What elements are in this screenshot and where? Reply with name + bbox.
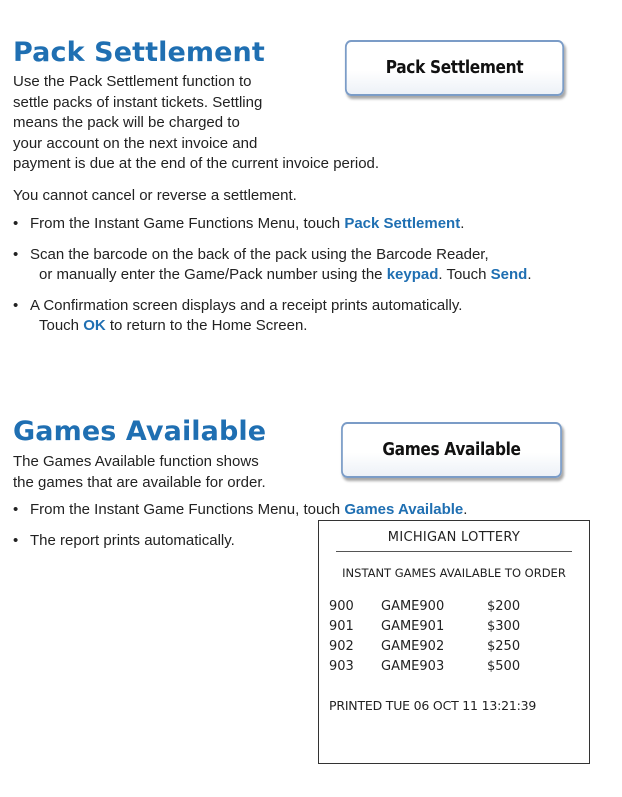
ok-keyword: OK [83,317,106,334]
game-number: 902 [329,639,354,654]
step-text-continued [30,265,593,286]
step-text: From the Instant Game Functions Menu, touch [30,501,345,518]
step-text: . Touch [438,266,491,283]
bullet-icon: • [13,296,19,314]
bullet-icon: • [13,215,19,232]
game-price: $300 [487,619,521,634]
game-number: 901 [329,619,354,634]
receipt-timestamp: PRINTED TUE 06 OCT 11 13:21:39 [329,698,537,713]
list-item [13,500,593,521]
intro-line: means the pack will be charged to [13,114,240,131]
list-item [13,245,593,286]
games-available-button[interactable]: Games Available [341,422,562,478]
step-text: Scan the barcode on the back of the pack using the Barcode Reader, [30,245,489,263]
send-keyword: Send [490,266,528,283]
step-text: A Confirmation screen displays and a receipt prints automatically. [30,296,463,314]
list-item [13,214,593,235]
keypad-keyword: keypad [386,266,439,283]
step-text: to return to the Home Screen. [105,317,308,334]
receipt-subheader: INSTANT GAMES AVAILABLE TO ORDER [342,566,566,580]
game-price: $500 [487,659,521,674]
game-number: 900 [329,599,354,614]
game-name: GAME903 [381,659,445,674]
intro-line: settle packs of instant tickets. Settling [13,93,263,111]
games-available-link: Games Available [344,501,464,518]
step-text: The report prints automatically. [30,531,235,549]
bullet-icon: • [13,501,19,518]
bullet-icon: • [13,531,19,549]
bullet-icon: • [13,245,19,263]
intro-line: Use the Pack Settlement function to [13,73,252,90]
step-text: From the Instant Game Functions Menu, touch [30,215,345,232]
games-available-intro [13,452,313,493]
settlement-warning: You cannot cancel or reverse a settlement. [13,187,297,204]
step-text: or manually enter the Game/Pack number using the [39,266,387,283]
game-name: GAME902 [381,639,445,654]
pack-settlement-intro [13,72,433,175]
pack-settlement-button[interactable]: Pack Settlement [345,40,564,96]
game-name: GAME900 [381,599,445,614]
game-price: $250 [487,639,521,654]
list-item [13,296,593,337]
pack-settlement-title: Pack Settlement [13,37,265,68]
intro-line: payment is due at the end of the current invoice period. [13,155,380,172]
step-text: . [527,266,532,283]
receipt-header: MICHIGAN LOTTERY [387,530,521,545]
pack-settlement-steps [13,214,593,337]
game-number: 903 [329,659,354,674]
step-text: . [460,215,465,232]
step-text: Touch [39,317,84,334]
game-price: $200 [487,599,521,614]
step-text-continued [30,316,593,337]
game-name: GAME901 [381,619,445,634]
receipt-divider [336,551,572,552]
games-available-receipt [318,520,590,764]
step-text: . [463,501,468,518]
games-available-title: Games Available [13,416,267,447]
pack-settlement-link: Pack Settlement [344,215,461,232]
intro-line: your account on the next invoice and [13,134,258,152]
intro-line: The Games Available function shows [13,453,259,470]
intro-line: the games that are available for order. [13,473,266,491]
